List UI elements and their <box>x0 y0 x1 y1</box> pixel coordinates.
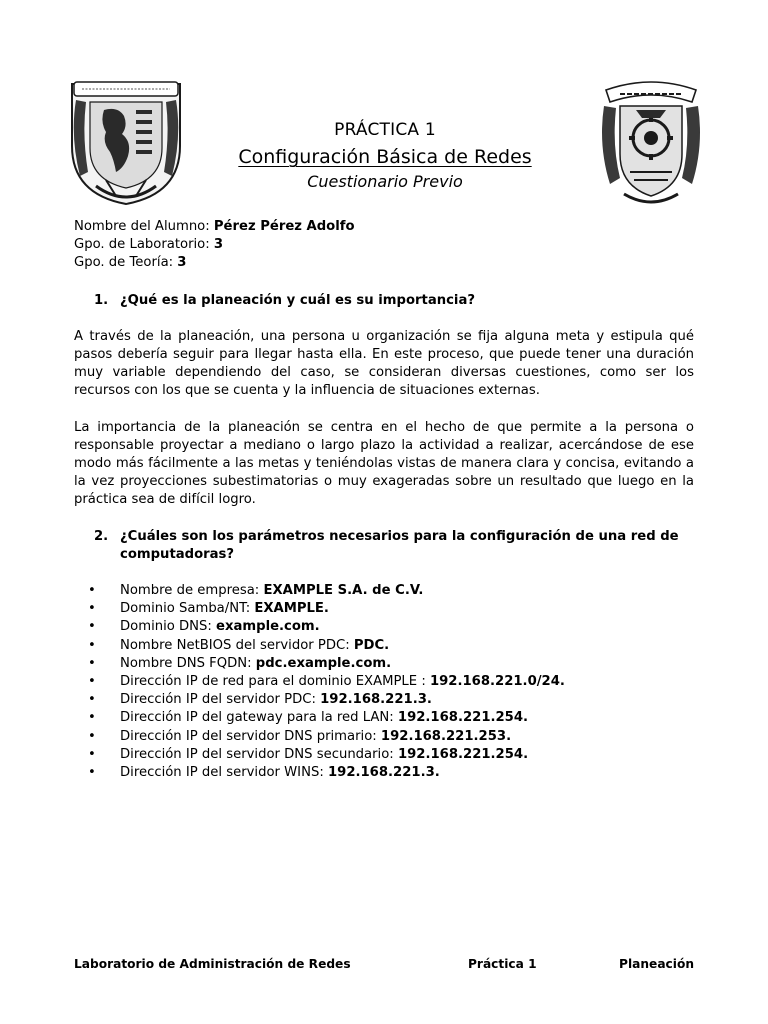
parameter-value: EXAMPLE <box>254 601 324 617</box>
theory-group-label: Gpo. de Teoría: <box>74 255 174 271</box>
parameter-end-punctuation: . <box>384 637 390 653</box>
question-1 <box>74 292 694 310</box>
parameter-value: 192.168.221.254 <box>397 746 524 762</box>
parameter-label: Nombre DNS FQDN <box>120 655 248 671</box>
parameter-separator: : <box>245 601 255 617</box>
answer-1-paragraph-2: La importancia de la planeación se centra en el hecho de que permite a la persona o responsable proyectar a mediano o largo plazo la actividad a realizar, acercándose de ese modo más fácilmente a las metas y teniéndolas vistas de manera clara y concisa, evitando a la vez proyecciones subestimatorias o muy exageradas sobre un resultado que luego en la práctica sea de difícil logro. <box>74 419 694 508</box>
footer-topic: Planeación <box>619 957 694 971</box>
lab-group-value: 3 <box>213 237 224 253</box>
document-header <box>190 118 580 193</box>
bullet-icon: • <box>88 746 96 762</box>
parameter-text <box>120 673 565 691</box>
network-parameters-list <box>74 582 694 782</box>
ingenieria-seal-logo <box>598 76 704 206</box>
parameter-separator: : <box>345 637 354 653</box>
network-parameter-item <box>74 673 694 691</box>
network-parameter-item <box>74 709 694 727</box>
parameter-text <box>120 764 440 782</box>
parameter-end-punctuation: . <box>523 746 529 762</box>
parameter-separator: : <box>372 728 381 744</box>
parameter-value: 192.168.221.3 <box>320 692 427 708</box>
network-parameter-item <box>74 764 694 782</box>
footer-practice: Práctica 1 <box>468 957 537 971</box>
parameter-value: 192.168.221.3 <box>327 765 435 781</box>
parameter-label: Dirección IP del servidor DNS secundario <box>120 746 390 762</box>
student-name-label: Nombre del Alumno: <box>74 219 210 234</box>
parameter-end-punctuation: . <box>323 601 329 617</box>
parameter-end-punctuation: . <box>426 692 432 708</box>
parameter-label: Dirección IP de red para el dominio EXAMPLE <box>120 674 418 690</box>
footer-course: Laboratorio de Administración de Redes <box>74 957 351 971</box>
parameter-text <box>120 582 423 600</box>
parameter-end-punctuation: . <box>386 655 392 671</box>
lab-group-label: Gpo. de Laboratorio: <box>74 237 210 253</box>
network-parameter-item <box>74 600 694 618</box>
parameter-value: EXAMPLE S.A. de C.V <box>263 583 419 599</box>
parameter-text <box>120 655 391 673</box>
network-parameter-item <box>74 618 694 636</box>
network-parameter-item <box>74 728 694 746</box>
bullet-icon: • <box>88 619 96 635</box>
network-parameter-item <box>74 637 694 655</box>
parameter-value: example.com <box>216 619 315 635</box>
bullet-icon: • <box>88 765 96 781</box>
parameter-separator: : <box>254 583 264 599</box>
parameter-text <box>120 728 511 746</box>
parameter-end-punctuation: . <box>418 583 424 599</box>
parameter-label: Dirección IP del servidor WINS <box>120 765 320 781</box>
document-subtitle: Cuestionario Previo <box>307 172 463 191</box>
parameter-label: Dirección IP del servidor DNS primario <box>120 728 373 744</box>
parameter-value: 192.168.221.253 <box>380 728 507 744</box>
bullet-icon: • <box>88 710 96 726</box>
theory-group-line <box>74 254 694 272</box>
question-2-text: ¿Cuáles son los parámetros necesarios para la configuración de una red de computadoras? <box>120 528 679 562</box>
network-parameter-item <box>74 582 694 600</box>
parameter-value: pdc.example.com <box>255 655 387 671</box>
practice-number: PRÁCTICA 1 <box>334 120 436 140</box>
answer-1-paragraph-1: A través de la planeación, una persona u organización se fija alguna meta y estipula qué pasos debería seguir para llegar hasta ella. En este proceso, que puede tener una duración muy variable dependiendo del caso, se consideran diversas cuestiones, como ser los recursos con los que se cuenta y la influencia de situaciones externas. <box>74 328 694 399</box>
parameter-label: Nombre de empresa <box>120 583 255 599</box>
network-parameter-item <box>74 655 694 673</box>
document-body <box>74 218 694 782</box>
parameter-value: PDC <box>353 637 385 653</box>
bullet-icon: • <box>88 583 96 599</box>
parameter-value: 192.168.221.0/24 <box>429 674 560 690</box>
parameter-separator: : <box>247 655 256 671</box>
parameter-separator: : <box>319 765 328 781</box>
parameter-value: 192.168.221.254 <box>397 710 524 726</box>
parameter-end-punctuation: . <box>523 710 529 726</box>
parameter-separator: : <box>389 746 398 762</box>
parameter-end-punctuation: . <box>434 765 440 781</box>
student-name-line <box>74 218 694 236</box>
student-name-value: Pérez Pérez Adolfo <box>213 219 355 234</box>
question-1-number: 1. <box>94 292 109 308</box>
parameter-separator: : <box>389 710 398 726</box>
question-2 <box>74 528 694 564</box>
parameter-text <box>120 709 528 727</box>
parameter-label: Nombre NetBIOS del servidor PDC <box>120 637 346 653</box>
parameter-separator: : <box>417 674 430 690</box>
parameter-label: Dirección IP del servidor PDC <box>120 692 312 708</box>
parameter-separator: : <box>311 692 321 708</box>
bullet-icon: • <box>88 601 96 617</box>
lab-group-line <box>74 236 694 254</box>
bullet-icon: • <box>88 692 96 708</box>
unam-seal-logo <box>66 76 186 208</box>
parameter-text <box>120 691 432 709</box>
bullet-icon: • <box>88 674 96 690</box>
parameter-end-punctuation: . <box>314 619 320 635</box>
parameter-label: Dominio DNS <box>120 619 208 635</box>
parameter-label: Dominio Samba/NT <box>120 601 246 617</box>
parameter-text <box>120 637 389 655</box>
bullet-icon: • <box>88 655 96 671</box>
network-parameter-item <box>74 746 694 764</box>
parameter-end-punctuation: . <box>506 728 512 744</box>
question-1-text: ¿Qué es la planeación y cuál es su importancia? <box>120 292 476 308</box>
parameter-separator: : <box>207 619 217 635</box>
bullet-icon: • <box>88 728 96 744</box>
document-title: Configuración Básica de Redes <box>238 146 532 168</box>
bullet-icon: • <box>88 637 96 653</box>
parameter-end-punctuation: . <box>559 674 565 690</box>
parameter-text <box>120 746 528 764</box>
parameter-text <box>120 600 329 618</box>
question-2-number: 2. <box>94 528 109 544</box>
network-parameter-item <box>74 691 694 709</box>
parameter-label: Dirección IP del gateway para la red LAN <box>120 710 390 726</box>
parameter-text <box>120 618 320 636</box>
theory-group-value: 3 <box>177 255 187 271</box>
